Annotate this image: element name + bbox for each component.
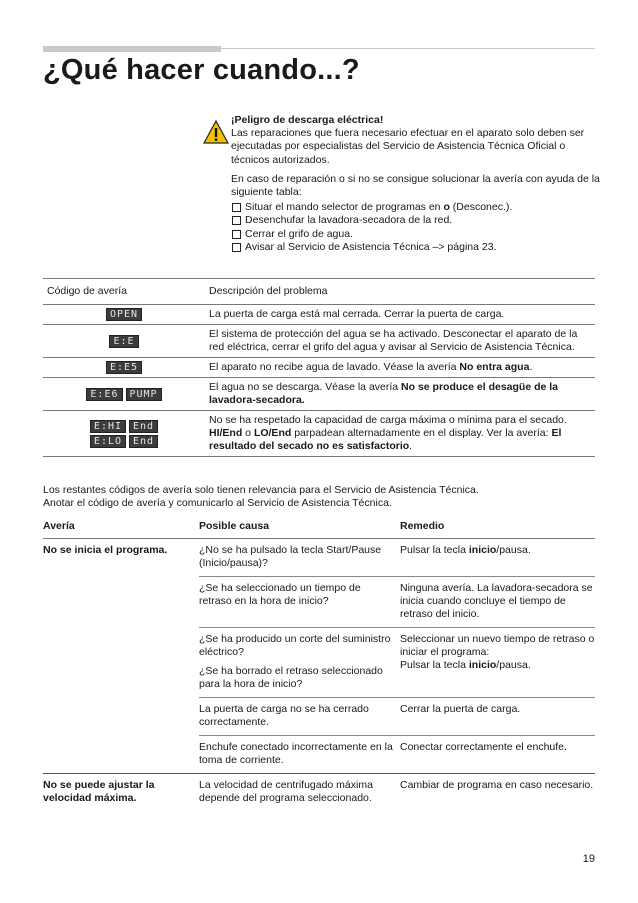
table-row: La puerta de carga no se ha cerrado correctamente. Cerrar la puerta de carga. [199,697,595,735]
step-item: Cerrar el grifo de agua. [231,228,603,241]
service-note: Los restantes códigos de avería solo tienen relevancia para el Servicio de Asistencia Técnica. Anotar el código de avería y comunicarlo al Servicio de Asistencia Técnica. [43,484,479,509]
fault-description: El sistema de protección del agua se ha activado. Desconectar el aparato de la red eléctrica, cerrar el grifo del agua y avisar al Servicio de Asistencia Técnica. [209,328,578,353]
table-row [43,411,595,457]
display-code: E:E [109,335,138,348]
warning-text: Las reparaciones que fuera necesario efectuar en el aparato solo deben ser ejecutadas por especialistas del Servicio de Asistencia Técnica Oficial o técnicos autorizados. [231,127,585,166]
fault-name: No se inicia el programa. [43,544,168,556]
table-row: ¿Se ha producido un corte del suministro eléctrico? ¿Se ha borrado el retraso seleccionado para la hora de inicio? Seleccionar un nuevo tiempo de retraso o iniciar el programa: Pulsar la tecla inicio/pausa. [199,627,595,697]
troubleshooting-table [43,517,595,811]
page-title: ¿Qué hacer cuando...? [43,54,360,86]
table-row [43,378,595,411]
display-code: OPEN [106,308,142,321]
display-code: End [129,420,158,433]
repair-steps [231,201,603,254]
warning-triangle-icon [203,120,229,144]
display-code: End [129,435,158,448]
display-code: E:HI [90,420,126,433]
fault-description: El aparato no recibe agua de lavado. Véase la avería No entra agua. [209,361,533,373]
table-header [43,517,595,539]
table-row [43,358,595,378]
fault-group [43,539,595,774]
display-code: E:E6 [86,388,122,401]
fault-description: El agua no se descarga. Véase la avería No se produce el desagüe de la lavadora-secadora. [209,381,559,406]
warning-heading: ¡Peligro de descarga eléctrica! [231,114,384,126]
table-row: La velocidad de centrifugado máxima depende del programa seleccionado. Cambiar de programa en caso necesario. [199,779,594,804]
header-rule [43,48,595,49]
page-number: 19 [582,853,595,865]
header-description: Descripción del problema [209,285,328,297]
header-cause: Posible causa [199,520,270,532]
step-item: Situar el mando selector de programas en o (Desconec.). [231,201,603,214]
table-row: ¿No se ha pulsado la tecla Start/Pause (Inicio/pausa)? Pulsar la tecla inicio/pausa. [199,544,531,569]
fault-description: La puerta de carga está mal cerrada. Cerrar la puerta de carga. [209,308,505,320]
step-item: Desenchufar la lavadora-secadora de la red. [231,214,603,227]
display-code: E:LO [90,435,126,448]
step-item: Avisar al Servicio de Asistencia Técnica –> página 23. [231,241,603,254]
table-header [43,278,595,305]
header-fault: Avería [43,520,75,532]
header-band [43,46,221,52]
fault-name: No se puede ajustar la velocidad máxima. [43,779,155,804]
fault-code-table [43,278,595,457]
table-row: ¿Se ha seleccionado un tiempo de retraso en la hora de inicio? Ninguna avería. La lavadora-secadora se inicia cuando concluye el tiempo de retraso del inicio. [199,576,595,627]
display-code: PUMP [126,388,162,401]
display-code: E:E5 [106,361,142,374]
table-row [43,325,595,358]
header-code: Código de avería [47,285,127,297]
fault-group [43,774,595,811]
warning-box [231,114,603,254]
table-row [43,305,595,325]
fault-description: No se ha respetado la capacidad de carga máxima o mínima para el secado. HI/End o LO/End parpadean alternadamente en el display. Ver la avería: El resultado del secado no es satisfactorio. [209,414,567,452]
warning-intro: En caso de reparación o si no se consigue solucionar la avería con ayuda de la siguiente tabla: [231,172,600,199]
table-row: Enchufe conectado incorrectamente en la toma de corriente. Conectar correctamente el enchufe. [199,735,595,773]
header-remedy: Remedio [400,520,445,532]
